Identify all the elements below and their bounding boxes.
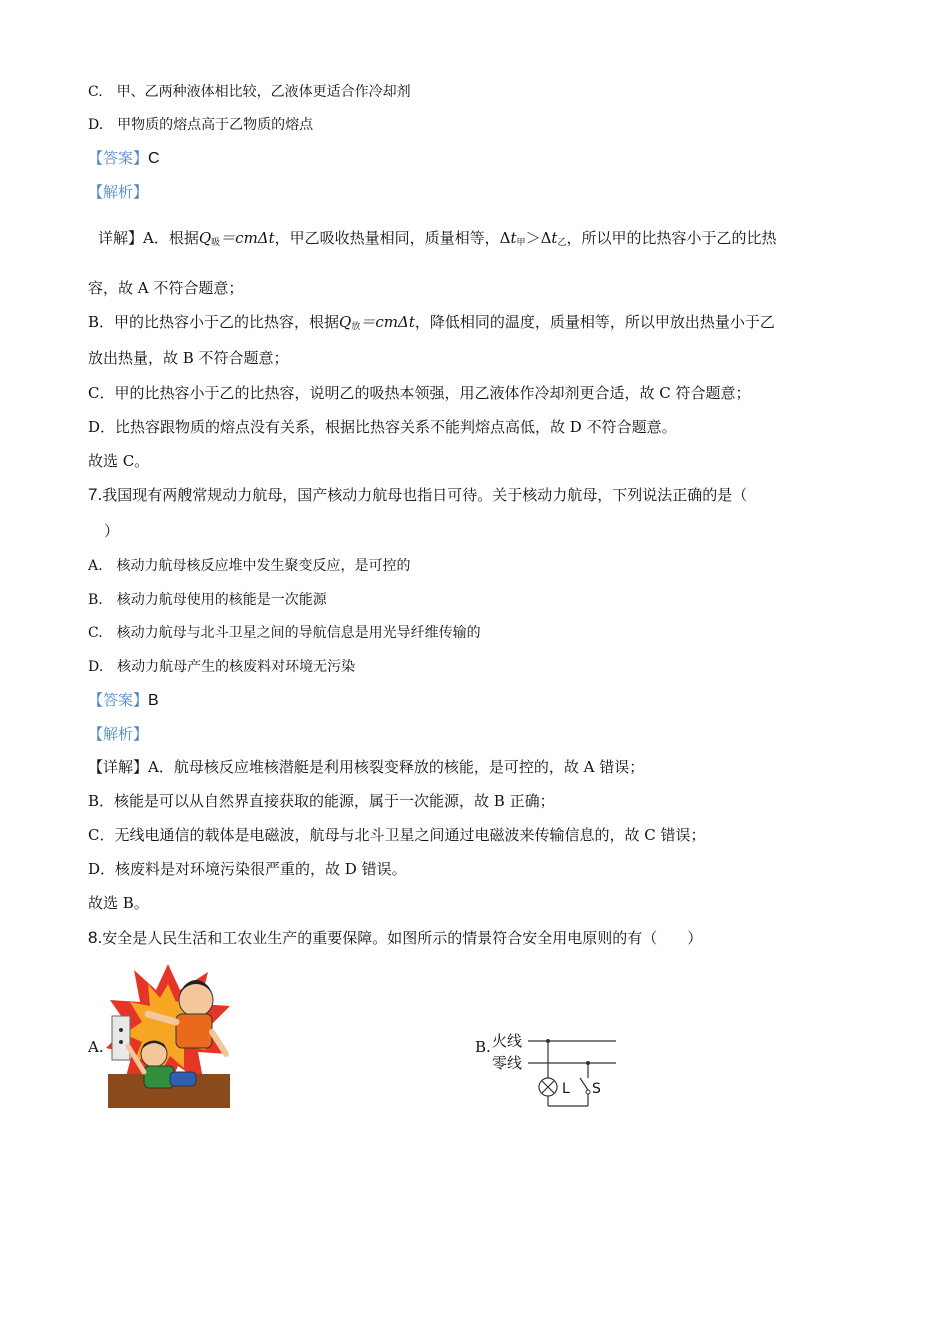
q7-stem: 7.我国现有两艘常规动力航母，国产核动力航母也指日可待。关于核动力航母，下列说法正确的是（ [88,485,748,504]
answer-value: C [148,150,160,167]
q7-detail-a: 【详解】A．航母核反应堆核潜艇是利用核裂变释放的核能，是可控的，故 A 错误； [88,758,645,776]
neutral-wire-label: 零线 [492,1054,523,1072]
q7-detail-b: B．核能是可以从自然界直接获取的能源，属于一次能源，故 B 正确； [88,792,555,810]
q6-option-c: C. 甲、乙两种液体相比较，乙液体更适合作冷却剂 [88,84,411,100]
q7-detail-c: C．无线电通信的载体是电磁波，航母与北斗卫星之间通过电磁波来传输信息的，故 C 错误； [88,826,706,844]
q8-label-a: A. [88,1038,104,1056]
detail-tag: 【详解】 [88,758,149,776]
q6-detail-a-cont: 容，故 A 不符合题意； [88,279,244,297]
q7-choose: 故选 B。 [88,894,149,912]
switch-label: S [592,1081,601,1097]
answer-tag: 【答案】 [88,691,149,709]
q6-detail-a: 详解】A．根据$Q_吸=cm\Delta t$，甲乙吸收热量相同，质量相等，$\Delta t_甲>\Delta t_乙$，所以甲的比热容小于乙的比热 [98,229,777,248]
q7-detail-d: D．核废料是对环境污染很严重的，故 D 错误。 [88,860,407,878]
lamp-label: L [562,1081,570,1097]
q6-analysis-tag: 【解析】 [88,183,149,201]
live-wire-label: 火线 [492,1032,523,1050]
q8-stem: 8.安全是人民生活和工农业生产的重要保障。如图所示的情景符合安全用电原则的有（ ） [88,928,703,947]
q7-answer [88,690,159,711]
q6-detail-b-cont: 放出热量，故 B 不符合题意； [88,349,289,367]
wall-socket-icon [112,1016,130,1060]
q7-number: 7 [88,485,98,504]
q8-number: 8 [88,928,98,947]
q8-option-b-circuit [490,1026,620,1112]
q6-detail-c: C．甲的比热容小于乙的比热容，说明乙的吸热本领强，用乙液体作冷却剂更合适，故 C 符合题意； [88,384,751,402]
switch-icon [580,1078,588,1090]
adult-body-icon [176,1014,212,1048]
answer-tag: 【答案】 [88,149,149,167]
q6-detail-b: B．甲的比热容小于乙的比热容，根据$Q_放=cm\Delta t$，降低相同的温度，质量相等，所以甲放出热量小于乙 [88,313,775,332]
q6-detail-d: D．比热容跟物质的熔点没有关系，根据比热容关系不能判熔点高低，故 D 不符合题意。 [88,418,677,436]
q6-answer [88,148,160,169]
q7-stem-close: ） [104,522,120,540]
answer-value: B [148,692,159,709]
q6-option-d: D. 甲物质的熔点高于乙物质的熔点 [88,117,314,133]
q7-option-a: A. 核动力航母核反应堆中发生聚变反应，是可控的 [88,558,411,574]
q7-option-b: B. 核动力航母使用的核能是一次能源 [88,592,327,608]
q7-analysis-tag: 【解析】 [88,725,149,743]
q6-choose: 故选 C。 [88,452,150,470]
q7-option-d: D. 核动力航母产生的核废料对环境无污染 [88,659,356,675]
q8-label-b: B. [475,1038,491,1056]
q7-option-c: C. 核动力航母与北斗卫星之间的导航信息是用光导纤维传输的 [88,625,481,641]
q8-option-a-illustration [104,962,232,1112]
